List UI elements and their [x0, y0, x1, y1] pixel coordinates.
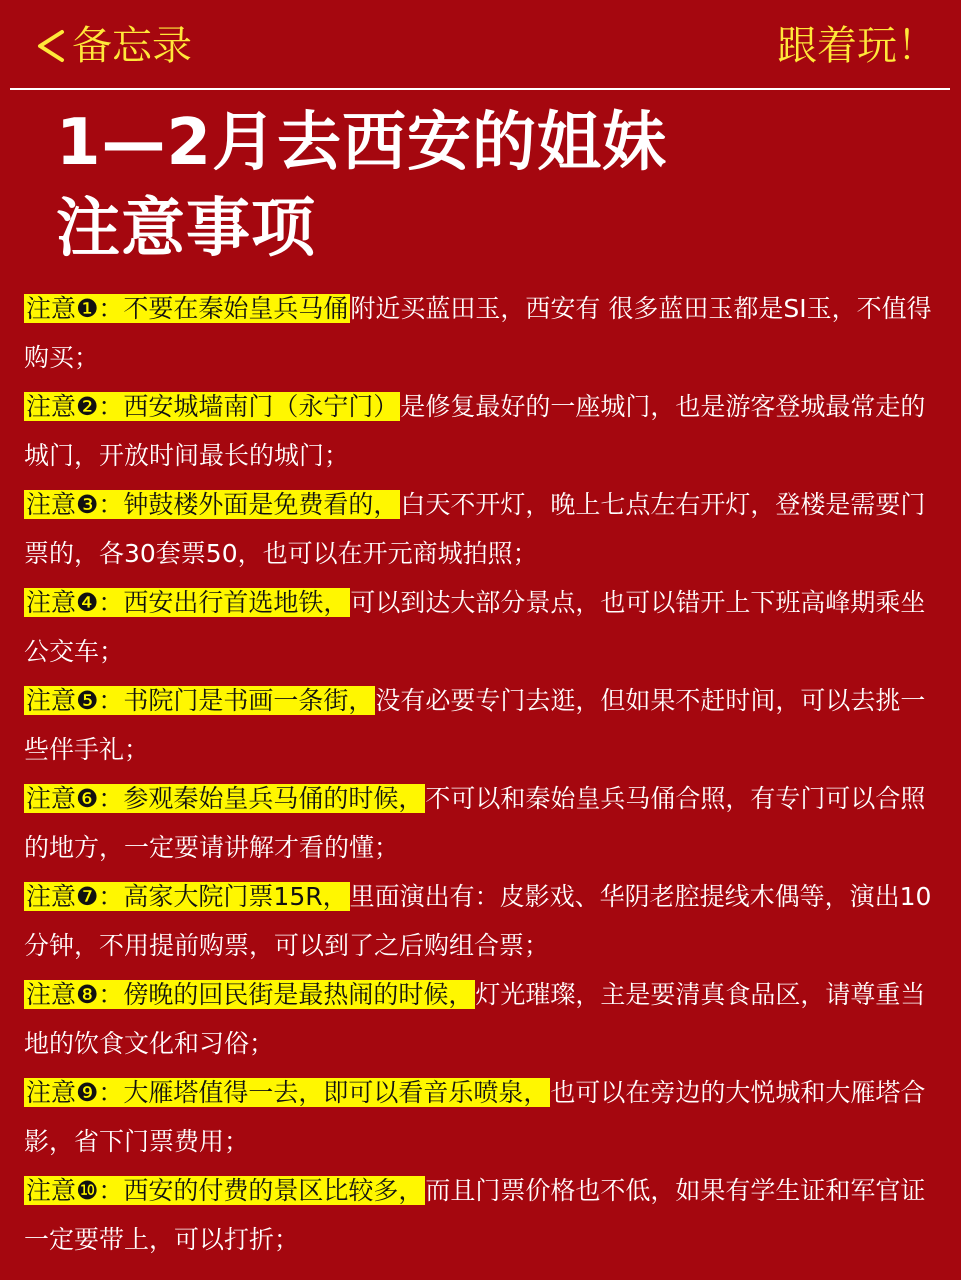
note-highlight: 注意❾：大雁塔值得一去，即可以看音乐喷泉，	[26, 1078, 549, 1107]
note-item	[24, 774, 936, 872]
chevron-left-icon	[32, 22, 68, 70]
note-text: 可以到达大部分景点，也可以错开上下班高峰期乘坐公交车；	[24, 588, 926, 666]
title-line-2: 注意事项	[56, 192, 316, 266]
note-text: 白天不开灯，晚上七点左右开灯，登楼是需要门票的，各30套票50，也可以在开元商城拍照；	[24, 490, 926, 568]
back-button[interactable]	[32, 22, 192, 70]
note-item	[24, 1068, 936, 1166]
note-highlight: 注意❶：不要在秦始皇兵马俑	[26, 294, 349, 323]
note-item	[24, 970, 936, 1068]
note-item	[24, 1166, 936, 1264]
header-divider	[10, 88, 950, 90]
note-text: 没有必要专门去逛，但如果不赶时间，可以去挑一些伴手礼；	[24, 686, 926, 764]
note-item	[24, 578, 936, 676]
note-highlight: 注意❸：钟鼓楼外面是免费看的，	[26, 490, 399, 519]
note-item	[24, 382, 936, 480]
note-text: 不可以和秦始皇兵马俑合照，有专门可以合照的地方，一定要请讲解才看的懂；	[24, 784, 926, 862]
note-text: 是修复最好的一座城门，也是游客登城最常走的城门，开放时间最长的城门；	[24, 392, 926, 470]
note-highlight: 注意❹：西安出行首选地铁，	[26, 588, 349, 617]
note-item	[24, 284, 936, 382]
note-item	[24, 872, 936, 970]
note-highlight: 注意❿：西安的付费的景区比较多，	[26, 1176, 424, 1205]
note-highlight: 注意❺：书院门是书画一条街，	[26, 686, 374, 715]
back-label: 备忘录	[72, 23, 192, 69]
note-text: 附近买蓝田玉，西安有 很多蓝田玉都是SI玉，不值得购买；	[24, 294, 932, 372]
note-item	[24, 480, 936, 578]
top-bar	[0, 0, 961, 88]
title-line-1: 1—2月去西安的姐妹	[56, 106, 668, 180]
note-text: 灯光璀璨，主是要清真食品区，请尊重当地的饮食文化和习俗；	[24, 980, 926, 1058]
note-highlight: 注意❼：高家大院门票15R，	[26, 882, 348, 911]
follow-button[interactable]: 跟着玩！	[777, 23, 937, 69]
note-text: 而且门票价格也不低，如果有学生证和军官证一定要带上，可以打折；	[24, 1176, 926, 1254]
page-title	[56, 100, 667, 272]
note-text: 也可以在旁边的大悦城和大雁塔合影，省下门票费用；	[24, 1078, 926, 1156]
note-highlight: 注意❽：傍晚的回民街是最热闹的时候，	[26, 980, 474, 1009]
note-text: 里面演出有：皮影戏、华阴老腔提线木偶等，演出10分钟，不用提前购票，可以到了之后购组合票；	[24, 882, 932, 960]
note-highlight: 注意❷：西安城墙南门（永宁门）	[26, 392, 399, 421]
note-item	[24, 676, 936, 774]
notes-list	[24, 284, 936, 1264]
note-highlight: 注意❻：参观秦始皇兵马俑的时候，	[26, 784, 424, 813]
